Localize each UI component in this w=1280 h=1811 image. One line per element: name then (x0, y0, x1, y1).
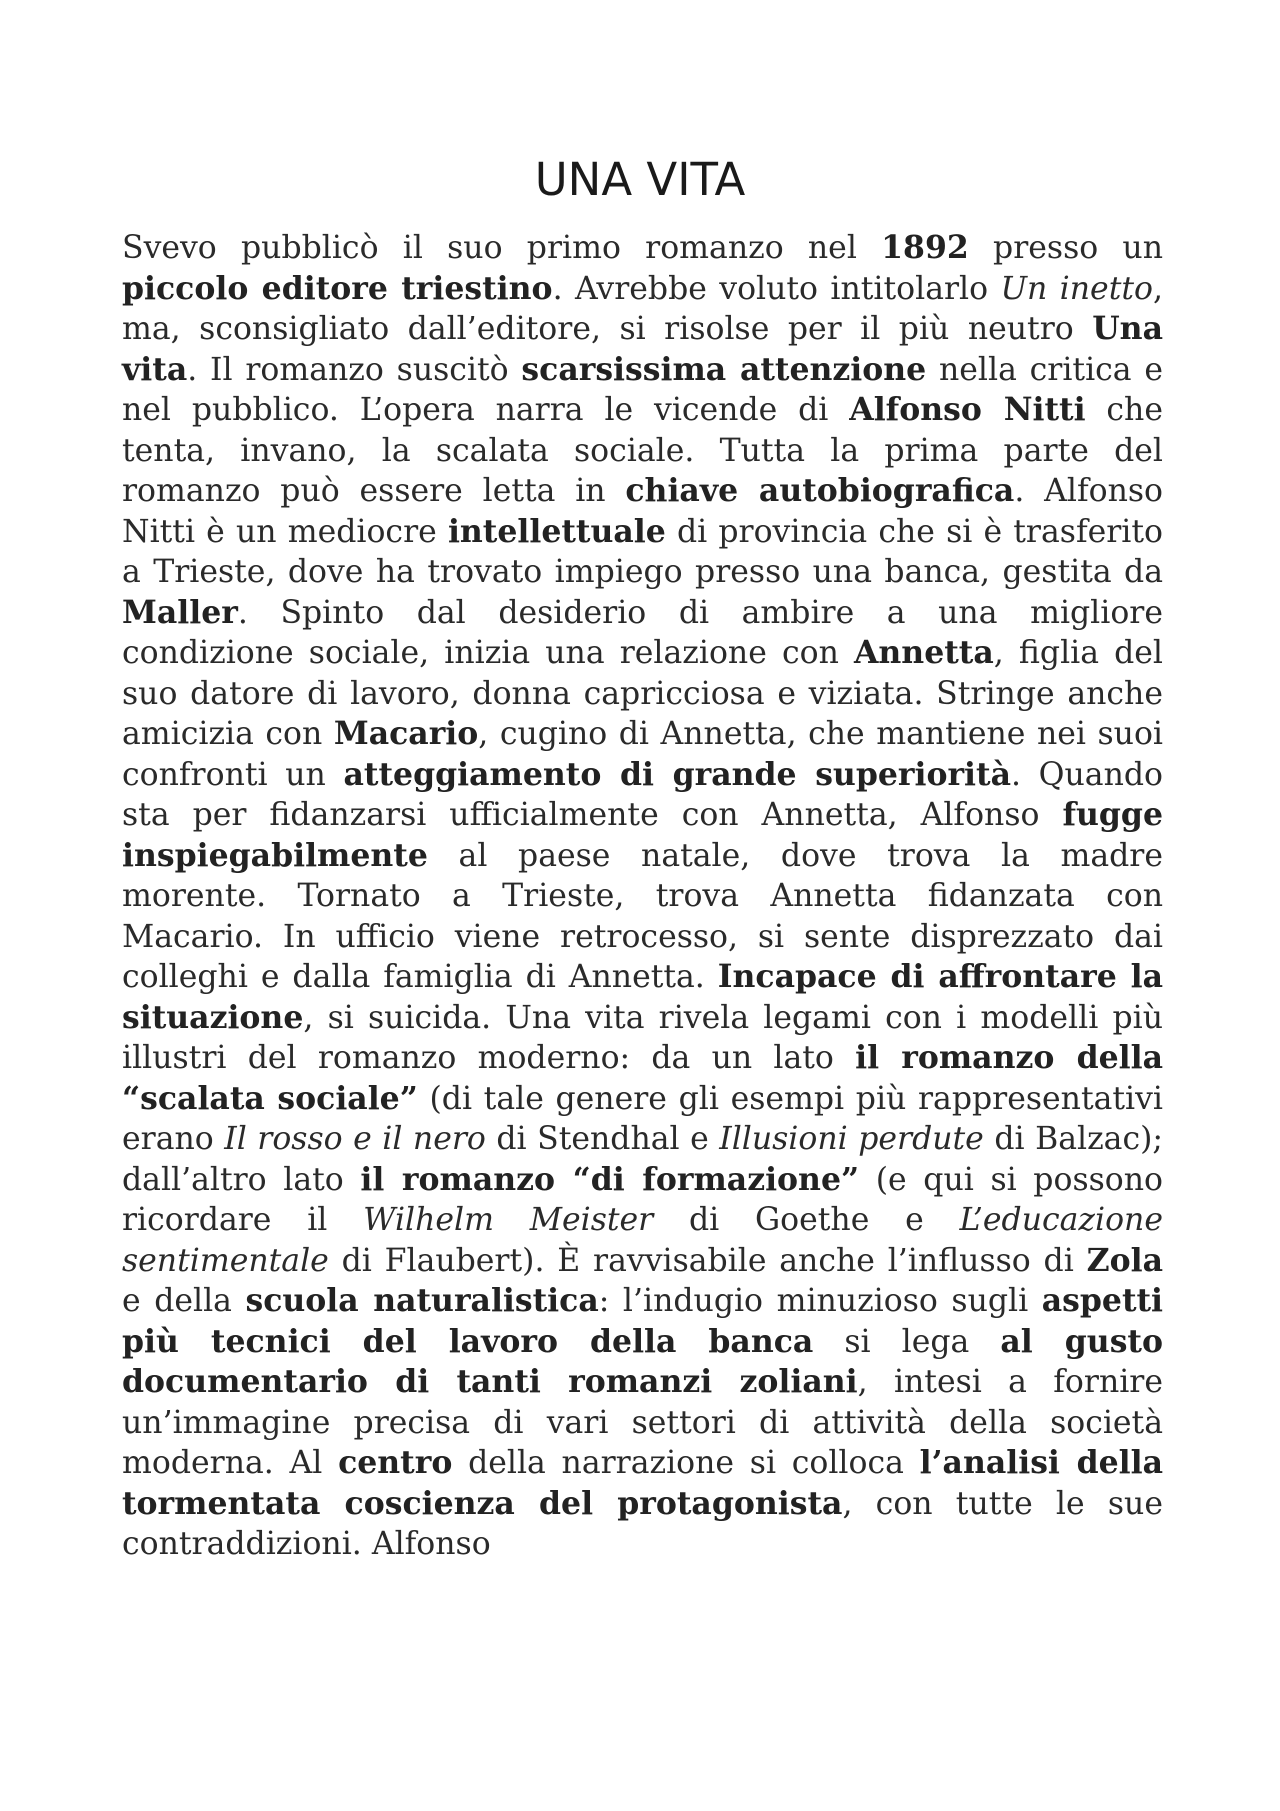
text-run: (di tale genere gli esempi più rappresentativi erano (122, 1080, 1163, 1157)
bold-phrase: scarsissima attenzione (521, 350, 927, 388)
text-run: della narrazione si colloca (452, 1445, 920, 1481)
text-run: . Il romanzo suscitò (187, 351, 522, 388)
bold-phrase: il romanzo “di formazione” (360, 1160, 860, 1198)
text-run: : l’indugio minuzioso sugli (598, 1283, 1042, 1319)
bold-phrase: Annetta (853, 634, 994, 671)
italic-title: Un inetto (1000, 270, 1153, 307)
bold-phrase: Zola (1086, 1241, 1163, 1279)
italic-title: Illusioni perdute (719, 1121, 984, 1157)
text-run: di Goethe e (653, 1202, 960, 1238)
text-run: presso un (968, 230, 1164, 266)
bold-phrase: scuola naturalistica (245, 1282, 599, 1319)
text-run: di provincia che si è trasferito a Trieste, dove ha trovato impiego presso una banca, gestita da (122, 513, 1163, 590)
text-run: , cugino di Annetta, che mantiene nei suoi confronti un (122, 716, 1163, 793)
text-run: (e qui si possono ricordare il (122, 1161, 1163, 1238)
italic-title: L’educazione sentimentale (122, 1202, 1163, 1279)
text-run: nella critica e nel pubblico. L’opera narra le vicende di (122, 351, 1164, 428)
text-run: . Quando sta per fidanzarsi ufficialmente con Annetta, Alfonso (122, 756, 1163, 833)
bold-phrase: Macario (333, 715, 479, 752)
text-run: al paese natale, dove trova la madre morente. Tornato a Trieste, trova Annetta fidanzata con Macario. In ufficio viene retrocesso, si sente disprezzato dai colleghi e dalla famiglia di Annetta. (122, 837, 1163, 995)
body-paragraph (122, 228, 1163, 1565)
text-run: , con tutte le sue contraddizioni. Alfonso (122, 1485, 1163, 1562)
document-title: UNA VITA (534, 153, 746, 206)
bold-phrase: aspetti più tecnici del lavoro della banca (122, 1282, 1164, 1360)
bold-phrase: intellettuale (447, 512, 666, 550)
text-run: di Flaubert). È ravvisabile anche l’influsso di (328, 1242, 1087, 1279)
italic-title: Wilhelm Meister (363, 1202, 654, 1238)
text-run: si lega (813, 1323, 1001, 1360)
text-run: , si suicida. Una vita rivela legami con i modelli più illustri del romanzo moderno: da un lato (122, 999, 1163, 1076)
text-run: , ma, sconsigliato dall’editore, si risolse per il più neutro (122, 270, 1163, 347)
bold-phrase: Una vita (122, 310, 1163, 388)
bold-phrase: piccolo editore triestino (122, 269, 553, 307)
bold-phrase: 1892 (881, 229, 969, 266)
text-run: di Balzac); dall’altro lato (122, 1121, 1164, 1198)
text-run: . Avrebbe voluto intitolarlo (552, 270, 1001, 307)
text-run: di Stendhal e (485, 1121, 720, 1157)
text-run: e della (122, 1283, 246, 1319)
text-run: . Spinto dal desiderio di ambire a una migliore condizione sociale, inizia una relazione con (122, 594, 1163, 671)
bold-phrase: centro (338, 1444, 453, 1481)
text-run: Svevo pubblicò il suo primo romanzo nel (122, 230, 882, 266)
text-run: , figlia del suo datore di lavoro, donna capricciosa e viziata. Stringe anche amicizia con (122, 635, 1163, 752)
bold-phrase: l’analisi della tormentata coscienza del protagonista (122, 1444, 1163, 1522)
text-run: . Alfonso Nitti è un mediocre (122, 473, 1163, 550)
text-run: , intesi a fornire un’immagine precisa di vari settori di attività della società moderna. Al (122, 1364, 1164, 1481)
bold-phrase: Maller (122, 593, 238, 631)
bold-phrase: Incapace di affrontare la situazione (122, 958, 1163, 1036)
bold-phrase: Alfonso Nitti (849, 391, 1086, 428)
bold-phrase: atteggiamento di grande superiorità (343, 755, 1011, 793)
italic-title: Il rosso e il nero (224, 1121, 486, 1157)
bold-phrase: chiave autobiografica (625, 472, 1015, 509)
text-run: che tenta, invano, la scalata sociale. Tutta la prima parte del romanzo può essere letta in (122, 392, 1163, 509)
bold-phrase: al gusto documentario di tanti romanzi zoliani (122, 1322, 1163, 1400)
bold-phrase: fugge inspiegabilmente (122, 796, 1163, 874)
bold-phrase: il romanzo della “scalata sociale” (122, 1039, 1163, 1117)
